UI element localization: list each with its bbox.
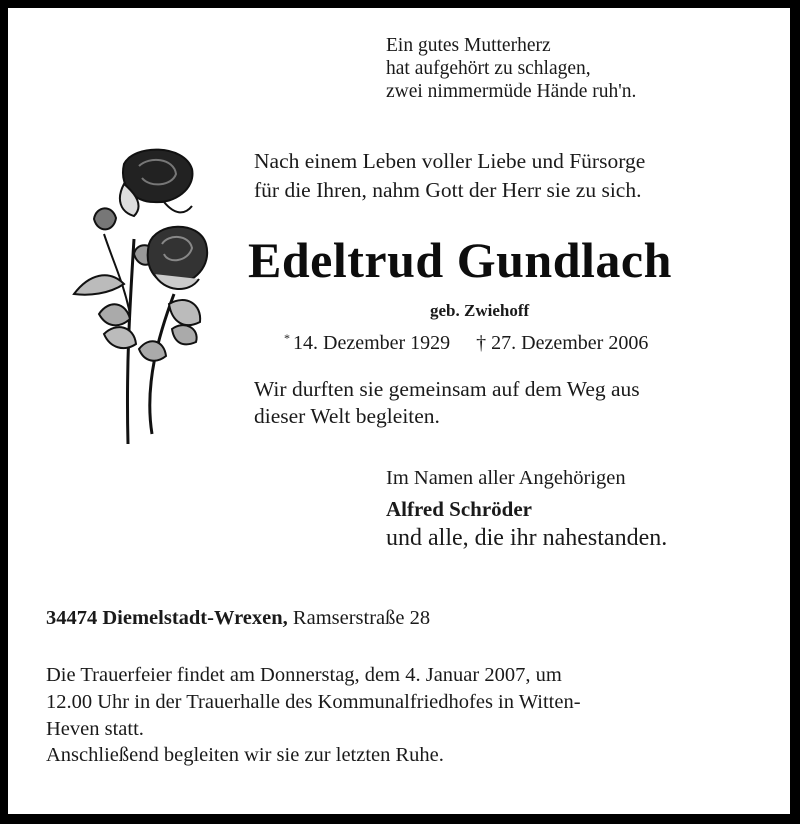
intro-text [254, 147, 645, 205]
address-city: 34474 Diemelstadt-Wrexen, [46, 607, 288, 629]
rose-bouquet-icon [64, 144, 214, 454]
maiden-name: geb. Zwiehoff [430, 301, 530, 320]
together-text [254, 376, 640, 430]
on-behalf-label: Im Namen aller Angehörigen [386, 467, 626, 489]
poem [386, 34, 636, 103]
death-cross-icon: † [476, 332, 487, 354]
signer-name: Alfred Schröder [386, 497, 533, 521]
obituary-notice [8, 8, 790, 814]
address [46, 605, 430, 631]
together-line: dieser Welt begleiten. [254, 404, 440, 428]
intro-line: Nach einem Leben voller Liebe und Fürsorge [254, 149, 646, 173]
closing-text: Anschließend begleiten wir sie zur letzten Ruhe. [46, 744, 444, 766]
birth-star-icon: * [284, 331, 290, 345]
intro-line: für die Ihren, nahm Gott der Herr sie zu sich. [254, 178, 642, 202]
together-line: Wir durften sie gemeinsam auf dem Weg aus [254, 377, 640, 401]
death-date: 27. Dezember 2006 [491, 332, 649, 354]
birth-date: 14. Dezember 1929 [293, 332, 451, 354]
address-street: Ramserstraße 28 [292, 607, 431, 629]
deceased-name: Edeltrud Gundlach [248, 232, 672, 288]
funeral-line: Heven statt. [46, 718, 144, 740]
others-text: und alle, die ihr nahestanden. [386, 525, 668, 551]
life-dates [284, 325, 648, 356]
funeral-line: 12.00 Uhr in der Trauerhalle des Kommunalfriedhofes in Witten- [46, 691, 581, 713]
funeral-info [46, 662, 581, 743]
funeral-line: Die Trauerfeier findet am Donnerstag, dem 4. Januar 2007, um [46, 664, 562, 686]
poem-line: hat aufgehört zu schlagen, [386, 58, 591, 79]
poem-line: zwei nimmermüde Hände ruh'n. [386, 81, 637, 102]
poem-line: Ein gutes Mutterherz [386, 35, 551, 56]
